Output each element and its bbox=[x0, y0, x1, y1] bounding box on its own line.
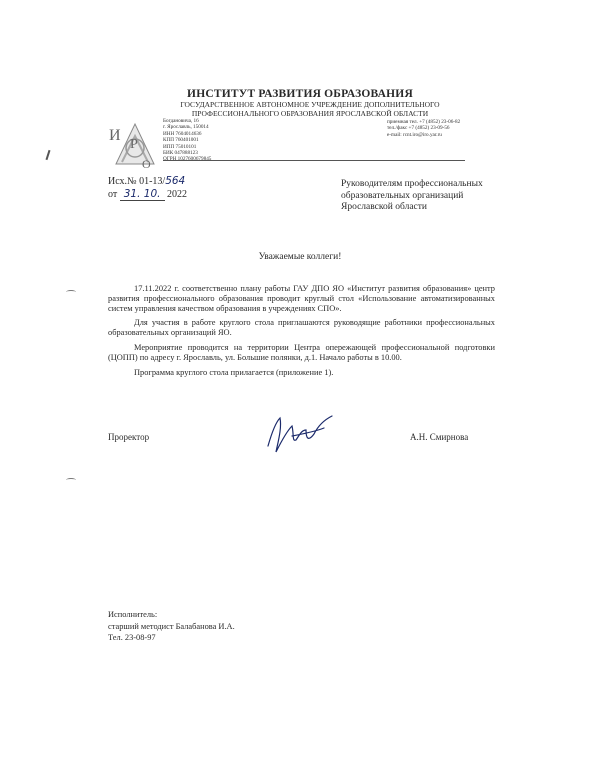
institution-contacts bbox=[387, 119, 460, 138]
outgoing-number-line bbox=[108, 175, 187, 188]
executor-phone: Тел. 23-08-97 bbox=[108, 633, 156, 642]
logo-letter-1: И bbox=[109, 127, 121, 144]
body-paragraph: Для участия в работе круглого стола приглашаются руководящие работники профессиональных образовательных организаций ЯО. bbox=[108, 318, 495, 338]
outgoing-number-handwritten: 564 bbox=[165, 175, 186, 187]
contact-line: тел./факс +7 (4852) 23-09-56 bbox=[387, 125, 450, 132]
addressee-line: Ярославской области bbox=[341, 202, 427, 212]
greeting: Уважаемые коллеги! bbox=[258, 252, 342, 262]
outgoing-year: 2022 bbox=[167, 189, 187, 200]
executor-position-name: старший методист Балабанова И.А. bbox=[108, 621, 235, 631]
letter-body bbox=[108, 284, 495, 382]
outgoing-reference bbox=[108, 175, 187, 201]
outgoing-date-handwritten: 31. 10. bbox=[120, 188, 165, 201]
address-line: Богдановича, 16 bbox=[163, 118, 199, 124]
address-line: КПП 760401001 bbox=[163, 137, 199, 144]
addressee-line: Руководителям профессиональных bbox=[341, 179, 483, 189]
executor-block bbox=[108, 609, 235, 644]
outgoing-number-prefix: Исх.№ 01-13/ bbox=[108, 176, 166, 187]
outgoing-date-line bbox=[108, 188, 187, 201]
outgoing-date-prefix: от bbox=[108, 189, 118, 200]
institution-title: ИНСТИТУТ РАЗВИТИЯ ОБРАЗОВАНИЯ bbox=[187, 88, 413, 100]
body-paragraph: Программа круглого стола прилагается (приложение 1). bbox=[134, 367, 334, 377]
address-line: ОГРН 1027600679845 bbox=[163, 156, 212, 163]
logo-letter-2: Р bbox=[130, 137, 138, 152]
institution-address bbox=[163, 118, 211, 163]
header-divider bbox=[163, 160, 465, 161]
addressee-block bbox=[341, 179, 516, 214]
signatory-name: А.Н. Смирнова bbox=[410, 432, 469, 442]
institution-subtitle bbox=[150, 101, 470, 118]
addressee-line: образовательных организаций bbox=[341, 190, 464, 201]
punch-hole-mark-icon bbox=[66, 478, 76, 482]
address-line: ИНН 7604014636 bbox=[163, 130, 202, 137]
institution-subtitle-line-1: ГОСУДАРСТВЕННОЕ АВТОНОМНОЕ УЧРЕЖДЕНИЕ ДОПОЛНИТЕЛЬНОГО bbox=[180, 100, 440, 109]
contact-line: приемная тел. +7 (4852) 23-06-82 bbox=[387, 119, 461, 125]
executor-label: Исполнитель: bbox=[108, 610, 158, 619]
handwritten-signature bbox=[262, 412, 342, 456]
body-paragraph: Мероприятие проводится на территории Центра опережающей профессиональной подготовки (ЦОПП) по адресу г. Ярославль, ул. Большие полянки, д.1. Начало работы в 10.00. bbox=[108, 342, 495, 362]
punch-hole-mark-icon bbox=[66, 290, 76, 294]
institution-subtitle-line-2: ПРОФЕССИОНАЛЬНОГО ОБРАЗОВАНИЯ ЯРОСЛАВСКОЙ ОБЛАСТИ bbox=[191, 108, 429, 118]
signatory-role: Проректор bbox=[108, 432, 150, 442]
contact-line: e-mail: rcnt.iro@iro.yar.ru bbox=[387, 131, 442, 138]
address-line: г. Ярославль, 150014 bbox=[163, 124, 209, 131]
logo-letter-3: О bbox=[142, 157, 151, 171]
body-paragraph: 17.11.2022 г. соответственно плану работы ГАУ ДПО ЯО «Институт развития образования» центр развития профессионального образования проводит круглый стол «Использование автоматизированных систем управления качеством образования в учреждениях СПО». bbox=[108, 284, 495, 313]
institution-logo bbox=[108, 118, 162, 172]
address-line: БИК 047888123 bbox=[163, 150, 198, 157]
address-line: ИПП 75010101 bbox=[163, 143, 197, 150]
scan-mark-icon bbox=[46, 150, 51, 160]
